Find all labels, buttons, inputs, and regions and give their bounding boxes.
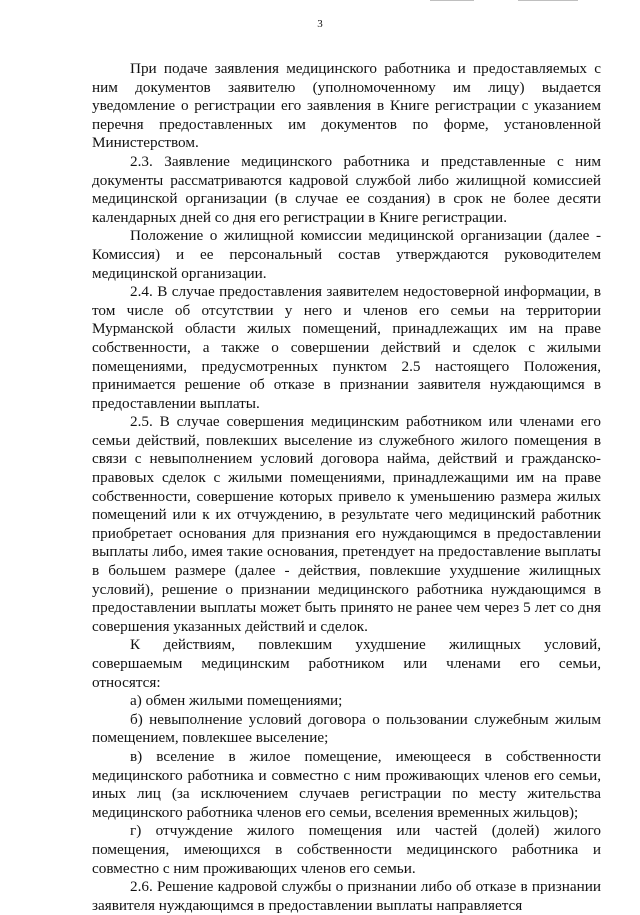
list-item-b: б) невыполнение условий договора о пользовании служебным жилым помещением, повлекшее выселение; — [92, 710, 601, 747]
paragraph-2-3: 2.3. Заявление медицинского работника и представленные с ним документы рассматриваются кадровой службой либо жилищной комиссией медицинской организации (в случае ее создания) в срок не более десяти календарных дней со дня его регистрации в Книге регистрации. — [92, 152, 601, 226]
list-item-g: г) отчуждение жилого помещения или частей (долей) жилого помещения, имеющихся в собственности медицинского работника и совместно с ним проживающих членов его семьи. — [92, 822, 601, 877]
paragraph-2-5: 2.5. В случае совершения медицинским работником или членами его семьи действий, повлекших выселение из служебного жилого помещения в связи с невыполнением условий договора найма, действий и гражданско-правовых сделок с жилыми помещениями, принадлежащими им на праве собственности, совершение которых привело к уменьшению размера жилых помещений или к их отчуждению, в результате чего медицинский работник приобретает основания для признания его нуждающимся в предоставлении выплаты либо, имея такие основания, претендует на предоставление выплаты в большем размере (далее - действия, повлекшие ухудшение жилищных условий), решение о признании медицинского работника нуждающимся в предоставлении выплаты может быть принято не ранее чем через 5 лет со дня совершения указанных действий и сделок. — [92, 413, 601, 635]
list-item-v: в) вселение в жилое помещение, имеющееся в собственности медицинского работника и совместно с ним проживающих членов его семьи, иных лиц (за исключением случаев регистрации по месту жительства медицинского работника членов его семьи, вселения временных жильцов); — [92, 747, 601, 821]
page-number: 3 — [317, 18, 323, 30]
paragraph-registration-notice: При подаче заявления медицинского работника и предоставляемых с ним документов заявителю (уполномоченному им лицу) выдается уведомление о регистрации его заявления в Книге регистрации с указанием перечня предоставленных им документов по форме, установленной Министерством. — [92, 60, 601, 152]
paragraph-commission: Положение о жилищной комиссии медицинской организации (далее - Комиссия) и ее персональный состав утверждаются руководителем медицинской организации. — [92, 227, 601, 282]
top-rule-right — [518, 0, 578, 1]
list-item-a: а) обмен жилыми помещениями; — [130, 692, 343, 710]
paragraph-actions-intro: К действиям, повлекшим ухудшение жилищных условий, совершаемым медицинским работником или членами его семьи, относятся: — [92, 636, 601, 691]
top-rule-left — [430, 0, 474, 1]
paragraph-2-4: 2.4. В случае предоставления заявителем недостоверной информации, в том числе об отсутствии у него и членов его семьи на территории Мурманской области жилых помещений, принадлежащих им на праве собственности, а также о совершении действий и сделок с жилыми помещениями, предусмотренных пунктом 2.5 настоящего Положения, принимается решение об отказе в признании заявителя нуждающимся в предоставлении выплаты. — [92, 283, 601, 412]
paragraph-2-6: 2.6. Решение кадровой службы о признании либо об отказе в признании заявителя нуждающимся в предоставлении выплаты направляется — [92, 878, 601, 914]
document-body — [92, 60, 601, 915]
